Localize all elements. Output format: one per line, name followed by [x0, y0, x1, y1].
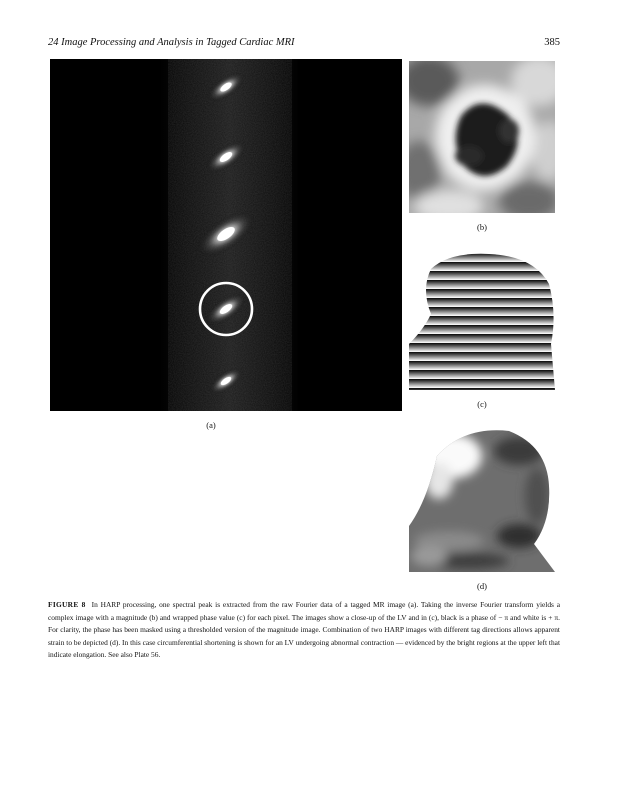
panel-a-spectrum-image [50, 59, 402, 411]
panel-b-magnitude-image [409, 61, 555, 213]
figure-caption-text: In HARP processing, one spectral peak is extracted from the raw Fourier data of a tagged MR image (a). Taking the inverse Fourier transform yields a complex image with a magnitude (b) and wrapped phase value (c) for each pixel. The images show a close-up of the LV and in (c), black is a phase of − π and white is + π. For clarity, the phase has been masked using a thresholded version of the magnitude image. Combination of two HARP images with different tag directions allows apparent strain to be depicted (d). In this case circumferential shortening is shown for an LV undergoing abnormal contraction — evidenced by the bright regions at the upper left that indicate elongation. See also Plate 56. [48, 600, 560, 660]
figure-caption [48, 599, 560, 662]
panel-b-label: (b) [477, 222, 487, 232]
panel-c-label: (c) [477, 399, 487, 409]
running-title: 24 Image Processing and Analysis in Tagged Cardiac MRI [48, 37, 295, 48]
panel-a-label: (a) [206, 420, 216, 430]
panel-c-phase-image [409, 244, 555, 390]
figure-caption-label: FIGURE 8 [48, 600, 86, 609]
page-number: 385 [544, 37, 560, 48]
panel-d-label: (d) [477, 581, 487, 591]
running-header [48, 37, 560, 53]
panel-d-strain-image [409, 426, 555, 572]
